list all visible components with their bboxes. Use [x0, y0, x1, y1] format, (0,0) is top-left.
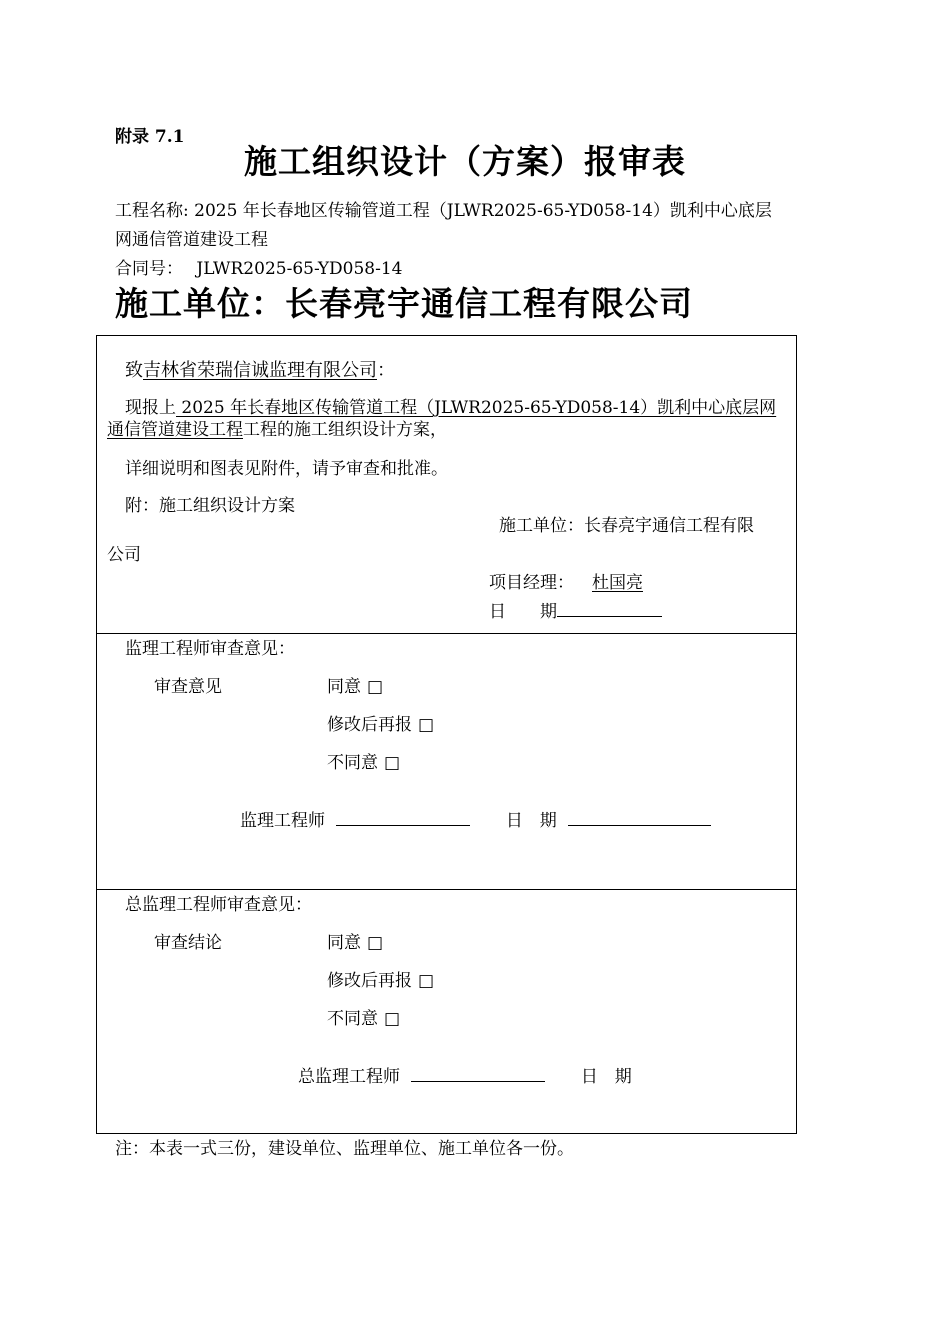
project-manager-row [489, 568, 661, 593]
report-suffix: 工程的施工组织设计方案， [243, 420, 447, 440]
attachment-line: 附：施工组织设计方案 [125, 496, 295, 516]
engineer-date-label: 日 期 [505, 811, 557, 831]
submission-section [97, 336, 796, 633]
addressee-line [125, 356, 395, 382]
checkbox[interactable]: □ [418, 715, 435, 735]
footer-note: 注：本表一式三份，建设单位、监理单位、施工单位各一份。 [115, 1139, 574, 1159]
chief-signature-field[interactable] [411, 1080, 545, 1082]
chief-option-agree[interactable]: 同意 □ [327, 933, 384, 953]
checkbox[interactable]: □ [418, 971, 435, 991]
project-name-line2: 网通信管道建设工程 [115, 230, 268, 250]
chief-conclusion-label: 审查结论 [154, 933, 222, 953]
unit-signature-line1: 施工单位：长春亮宇通信工程有限 [499, 516, 754, 536]
to-suffix: ： [377, 360, 395, 381]
engineer-option-agree[interactable]: 同意 □ [327, 677, 384, 697]
chief-date-label: 日 期 [580, 1067, 632, 1087]
report-prefix: 现报上 [125, 398, 176, 418]
checkbox[interactable]: □ [367, 677, 384, 697]
chief-option-disagree[interactable]: 不同意 □ [327, 1009, 401, 1029]
chief-review-heading: 总监理工程师审查意见： [125, 895, 312, 915]
chief-signature-row [298, 1062, 632, 1087]
submission-date-field[interactable] [557, 615, 662, 617]
engineer-opinion-label: 审查意见 [154, 677, 222, 697]
engineer-label: 监理工程师 [240, 811, 325, 831]
chief-engineer-label: 总监理工程师 [298, 1067, 400, 1087]
contract-row [115, 254, 403, 279]
submission-date-label: 日 期 [489, 602, 557, 622]
submission-date-row [489, 597, 662, 622]
engineer-option-revise[interactable]: 修改后再报 □ [327, 715, 435, 735]
contract-label: 合同号： [115, 259, 183, 279]
construction-unit-heading: 施工单位：长春亮宇通信工程有限公司 [115, 284, 693, 323]
engineer-option-disagree[interactable]: 不同意 □ [327, 753, 401, 773]
engineer-signature-field[interactable] [336, 824, 470, 826]
appendix-number: 附录 7.1 [115, 127, 185, 147]
engineer-date-field[interactable] [568, 824, 711, 826]
manager-name: 杜国亮 [592, 573, 643, 593]
report-project-name: 2025 年长春地区传输管道工程（JLWR2025-65-YD058-14）凯利中心底层网通信管道建设工程 [107, 398, 777, 440]
form-title: 施工组织设计（方案）报审表 [244, 142, 686, 181]
chief-option-revise[interactable]: 修改后再报 □ [327, 971, 435, 991]
unit-signature-line2: 公司 [107, 545, 141, 565]
chief-engineer-review-section [97, 889, 796, 1136]
engineer-review-section [97, 633, 796, 890]
checkbox[interactable]: □ [384, 1009, 401, 1029]
review-form-table [96, 335, 797, 1134]
report-paragraph [107, 397, 790, 441]
details-line: 详细说明和图表见附件，请予审查和批准。 [125, 459, 448, 479]
project-name-line1: 2025 年长春地区传输管道工程（JLWR2025-65-YD058-14）凯利中心底层 [194, 201, 772, 221]
contract-number: JLWR2025-65-YD058-14 [196, 259, 403, 279]
engineer-review-heading: 监理工程师审查意见： [125, 639, 295, 659]
project-label: 工程名称: [115, 201, 189, 221]
manager-label: 项目经理： [489, 573, 574, 593]
checkbox[interactable]: □ [367, 933, 384, 953]
project-name-row [115, 196, 772, 221]
checkbox[interactable]: □ [384, 753, 401, 773]
engineer-signature-row [240, 806, 711, 831]
to-prefix: 致 [125, 360, 143, 381]
supervision-company: 吉林省荣瑞信诚监理有限公司 [143, 360, 377, 381]
